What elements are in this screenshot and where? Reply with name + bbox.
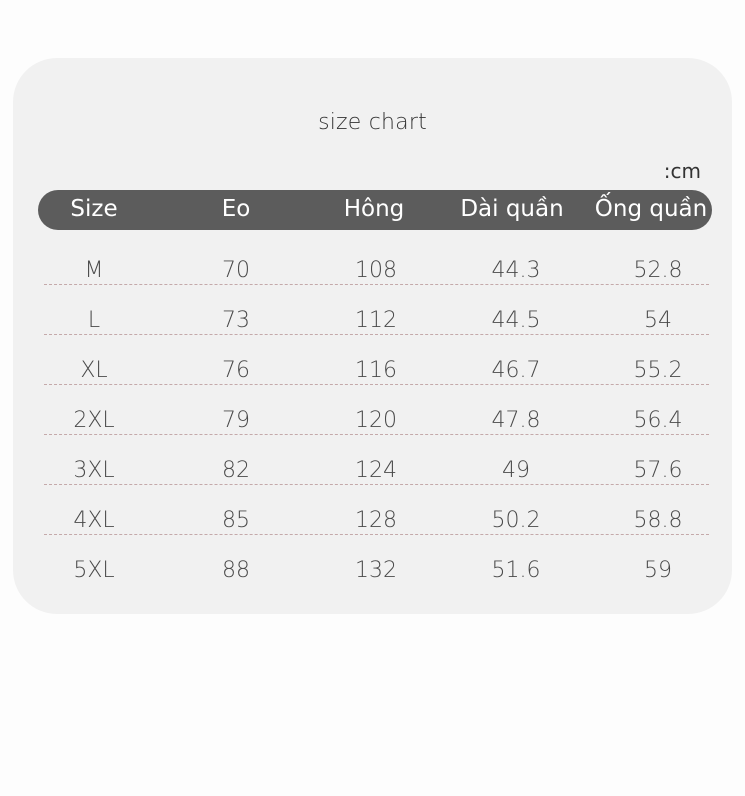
cell-length: 50.2 [491, 508, 541, 533]
row-divider [44, 384, 709, 385]
cell-size: 3XL [73, 458, 115, 483]
cell-hip: 108 [355, 258, 397, 283]
cell-leg-opening: 56.4 [633, 408, 683, 433]
row-divider [44, 434, 709, 435]
cell-hip: 112 [355, 308, 397, 333]
cell-hip: 132 [355, 558, 397, 583]
table-row [44, 298, 711, 348]
cell-leg-opening: 55.2 [633, 358, 683, 383]
cell-hip: 128 [355, 508, 397, 533]
header-waist: Eo [221, 196, 251, 222]
header-length: Dài quần [460, 196, 564, 222]
cell-length: 51.6 [491, 558, 541, 583]
cell-waist: 79 [222, 408, 250, 433]
header-size: Size [70, 196, 118, 222]
cell-waist: 76 [222, 358, 250, 383]
cell-hip: 116 [355, 358, 397, 383]
cell-hip: 120 [355, 408, 397, 433]
table-row [44, 398, 711, 448]
table-row [44, 548, 711, 598]
cell-waist: 73 [222, 308, 250, 333]
cell-waist: 88 [222, 558, 250, 583]
cell-leg-opening: 57.6 [633, 458, 683, 483]
cell-length: 49 [502, 458, 530, 483]
header-hip: Hông [343, 196, 405, 222]
cell-size: M [84, 258, 104, 283]
cell-length: 47.8 [491, 408, 541, 433]
unit-label: :cm [663, 159, 701, 183]
cell-length: 44.5 [491, 308, 541, 333]
cell-waist: 70 [222, 258, 250, 283]
table-row [44, 248, 711, 298]
size-chart-card [13, 58, 732, 614]
cell-size: XL [80, 358, 108, 383]
cell-length: 44.3 [491, 258, 541, 283]
cell-leg-opening: 58.8 [633, 508, 683, 533]
row-divider [44, 334, 709, 335]
table-row [44, 498, 711, 548]
cell-hip: 124 [355, 458, 397, 483]
table-row [44, 348, 711, 398]
cell-size: 2XL [73, 408, 115, 433]
cell-leg-opening: 54 [644, 308, 672, 333]
table-header [38, 190, 712, 230]
cell-leg-opening: 52.8 [633, 258, 683, 283]
chart-title: size chart [318, 110, 427, 135]
row-divider [44, 284, 709, 285]
row-divider [44, 534, 709, 535]
cell-size: 4XL [73, 508, 115, 533]
cell-size: L [87, 308, 101, 333]
table-row [44, 448, 711, 498]
row-divider [44, 484, 709, 485]
cell-size: 5XL [73, 558, 115, 583]
cell-length: 46.7 [491, 358, 541, 383]
cell-leg-opening: 59 [644, 558, 672, 583]
header-leg-opening: Ống quần [594, 196, 708, 222]
cell-waist: 82 [222, 458, 250, 483]
cell-waist: 85 [222, 508, 250, 533]
